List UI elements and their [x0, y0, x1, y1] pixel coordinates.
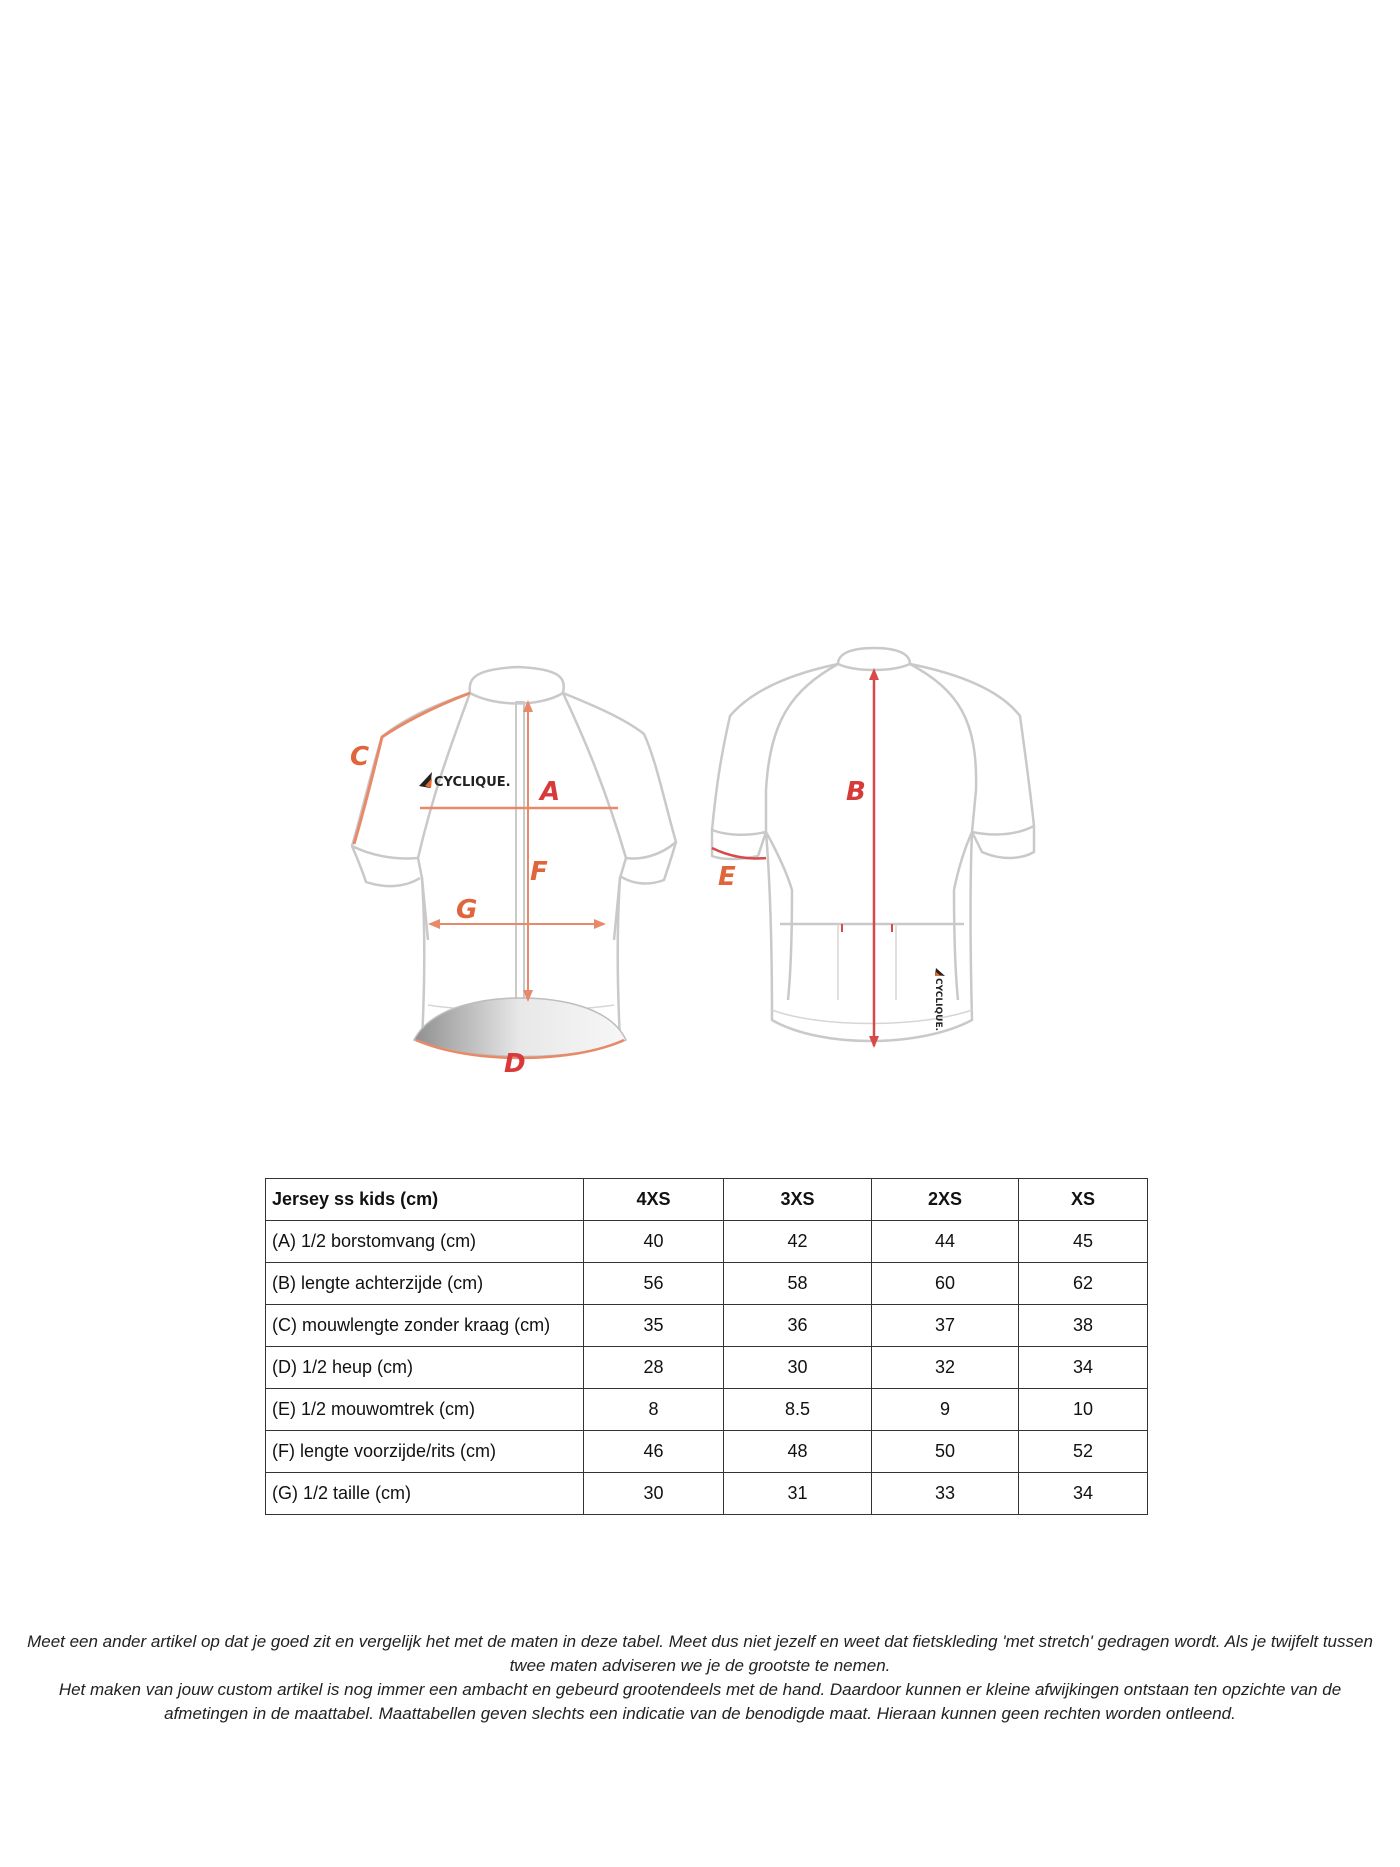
header-cell-3xs: 3XS: [724, 1179, 872, 1221]
table-cell: 42: [724, 1221, 872, 1263]
label-d: D: [504, 1049, 526, 1079]
table-row: [266, 1305, 1148, 1347]
table-cell: 37: [872, 1305, 1019, 1347]
table-cell: 45: [1019, 1221, 1148, 1263]
row-label: (B) lengte achterzijde (cm): [266, 1263, 584, 1305]
table-cell: 44: [872, 1221, 1019, 1263]
row-label: (G) 1/2 taille (cm): [266, 1473, 584, 1515]
table-cell: 32: [872, 1347, 1019, 1389]
table-cell: 50: [872, 1431, 1019, 1473]
row-label: (E) 1/2 mouwomtrek (cm): [266, 1389, 584, 1431]
row-label: (D) 1/2 heup (cm): [266, 1347, 584, 1389]
note-paragraph-measure: Meet een ander artikel op dat je goed zit en vergelijk het met de maten in deze tabel. Meet dus niet jezelf en weet dat fietskleding 'met stretch' gedragen wordt. Als je twijfelt tussen twee maten adviseren we je de grootste te nemen.: [27, 1632, 1373, 1675]
table-cell: 58: [724, 1263, 872, 1305]
table-cell: 10: [1019, 1389, 1148, 1431]
table-cell: 62: [1019, 1263, 1148, 1305]
table-cell: 60: [872, 1263, 1019, 1305]
table-cell: 31: [724, 1473, 872, 1515]
row-label: (C) mouwlengte zonder kraag (cm): [266, 1305, 584, 1347]
cyclique-logo-front: [419, 772, 511, 790]
header-cell-xs: XS: [1019, 1179, 1148, 1221]
table-cell: 33: [872, 1473, 1019, 1515]
table-cell: 34: [1019, 1473, 1148, 1515]
table-cell: 30: [584, 1473, 724, 1515]
logo-text-front: CYCLIQUE.: [434, 775, 511, 790]
header-cell-2xs: 2XS: [872, 1179, 1019, 1221]
header-cell-product: Jersey ss kids (cm): [266, 1179, 584, 1221]
size-table: [265, 1178, 1148, 1515]
table-row: [266, 1473, 1148, 1515]
logo-text-back: CYCLIQUE.: [933, 978, 943, 1032]
label-g: G: [456, 895, 478, 925]
table-cell: 40: [584, 1221, 724, 1263]
table-row: [266, 1347, 1148, 1389]
table-cell: 34: [1019, 1347, 1148, 1389]
table-cell: 46: [584, 1431, 724, 1473]
table-cell: 38: [1019, 1305, 1148, 1347]
note-paragraph-disclaimer: Het maken van jouw custom artikel is nog immer een ambacht en gebeurd grootendeels met de hand. Daardoor kunnen er kleine afwijkingen ontstaan ten opzichte van de afmetingen in de maattabel. Maattabellen geven slechts een indicatie van de benodigde maat. Hieraan kunnen geen rechten worden ontleend.: [58, 1680, 1342, 1723]
label-b: B: [846, 777, 866, 807]
row-label: (A) 1/2 borstomvang (cm): [266, 1221, 584, 1263]
table-cell: 30: [724, 1347, 872, 1389]
label-a: A: [540, 777, 561, 807]
table-row: [266, 1263, 1148, 1305]
table-header-row: [266, 1179, 1148, 1221]
label-e: E: [718, 862, 736, 892]
table-row: [266, 1431, 1148, 1473]
table-cell: 52: [1019, 1431, 1148, 1473]
size-chart: [265, 1178, 1148, 1515]
table-row: [266, 1221, 1148, 1263]
table-row: [266, 1389, 1148, 1431]
table-cell: 8: [584, 1389, 724, 1431]
cyclique-logo-back: [933, 968, 945, 1031]
table-cell: 28: [584, 1347, 724, 1389]
row-label: (F) lengte voorzijde/rits (cm): [266, 1431, 584, 1473]
table-cell: 36: [724, 1305, 872, 1347]
table-cell: 56: [584, 1263, 724, 1305]
label-f: F: [530, 857, 548, 887]
table-cell: 35: [584, 1305, 724, 1347]
header-cell-4xs: 4XS: [584, 1179, 724, 1221]
label-c: C: [350, 742, 370, 772]
size-notes: [20, 1630, 1380, 1726]
table-cell: 8.5: [724, 1389, 872, 1431]
table-cell: 48: [724, 1431, 872, 1473]
table-cell: 9: [872, 1389, 1019, 1431]
